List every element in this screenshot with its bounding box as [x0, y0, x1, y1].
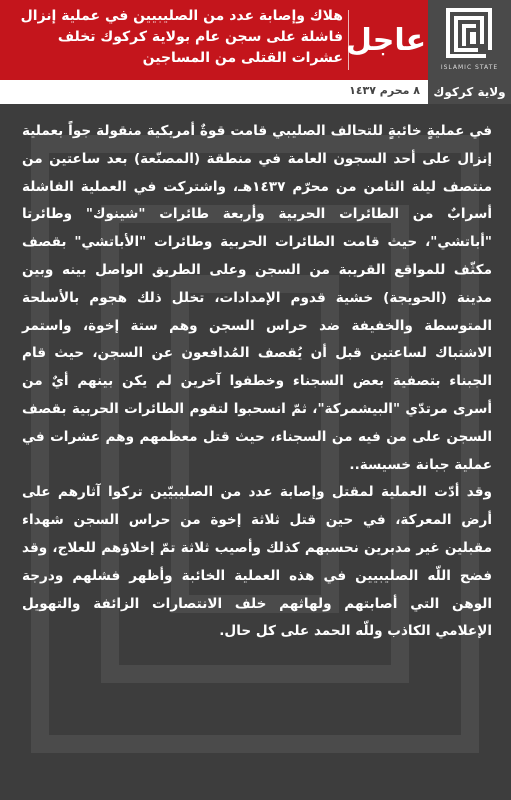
urgent-label: عاجل — [345, 22, 427, 58]
logo — [428, 0, 511, 80]
hijri-date: ٨ محرم ١٤٣٧ — [349, 84, 420, 97]
news-header — [0, 0, 511, 92]
article-paragraph-2: وقد أدّت العملية لمقتل وإصابة عدد من الصليبيّين تركوا آثارهم على أرض المعركة، في حين قتل ثلاثة إخوة من حراس السجن شهداء مقبلين غير مدبرين نحسبهم كذلك وأصيب ثلاثة تمّ إخلاؤهم للعلاج، وقد فضح اللّه الصليبيين في هذه العملية الخائبة وأظهر فشلهم ودرجة الوهن التي أصابتهم ولهاثهم خلف الانتصارات الزائفة والتهويل الإعلامي الكاذب وللّه الحمد على كل حال. — [22, 484, 492, 640]
headline-text: هلاك وإصابة عدد من الصليبيين في عملية إنزال فاشلة على سجن عام بولاية كركوك تخلف عشرات القتلى من المساجين — [20, 8, 343, 66]
calligraphy-logo-icon — [444, 6, 494, 60]
urgent-badge — [345, 10, 427, 70]
article-text — [22, 118, 492, 646]
province-tag — [428, 80, 511, 104]
article-paragraph-1: في عمليةٍ خائبةٍ للتحالف الصليبي قامت قوةٌ أمريكية منقولة جواً بعملية إنزال على أحد السجون العامة في منطقة (المصنّعة) بعد ساعتين من منتصف ليلة الثامن من محرّم ١٤٣٧هـ، واشتركت في العملية الفاشلة أسرابٌ من الطائرات الحربية وأربعة طائرات "شينوك" وطائرتا "أباتشي"، حيث قامت الطائرات الحربية وطائرات "الأباتشي" بقصف مكثّف للمواقع القريبة من السجن وعلى الطريق الواصل بينه وبين مدينة (الحويجة) خشية قدوم الإمدادات، تخلل ذلك هجوم بالأسلحة المتوسطة والخفيفة ضد حراس السجن وهم ستة إخوة، واستمر الاشتباك لساعتين قبل أن يُقصف المُدافعون عن السجن، حيث قام الجبناء بتصفية بعض السجناء وخطفوا آخرين لم يكن بينهم أيٌ من أسرى مرتدّي "البيشمركة"، ثمّ انسحبوا لتقوم الطائرات الحربية بقصف السجن على من فيه من السجناء، حيث قتل معظمهم وهم عشرات في عملية جبانة خسيسة.. — [22, 123, 492, 473]
headline-banner — [0, 0, 428, 80]
logo-caption: ISLAMIC STATE — [440, 64, 499, 71]
province-label: ولاية كركوك — [433, 85, 506, 99]
article-body — [0, 104, 511, 800]
